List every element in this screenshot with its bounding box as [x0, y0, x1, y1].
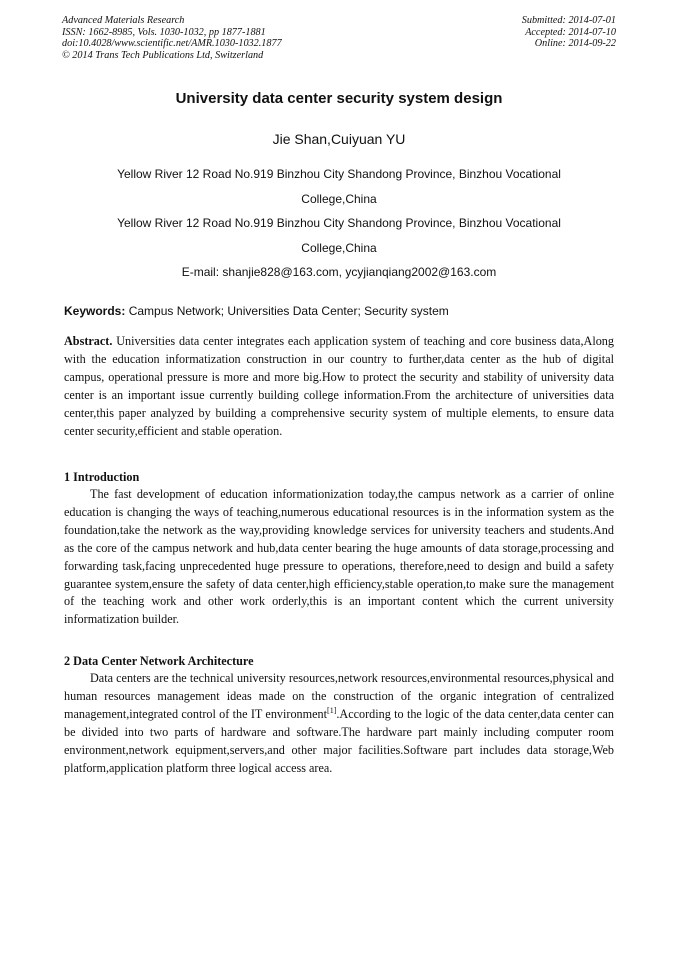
keywords-text: Campus Network; Universities Data Center; Security system	[125, 304, 449, 318]
keywords-label: Keywords:	[64, 304, 126, 318]
email-line: E-mail: shanjie828@163.com, ycyjianqiang2002@163.com	[181, 265, 497, 279]
keywords-line	[64, 304, 614, 318]
submission-dates	[522, 15, 616, 50]
abstract-label: Abstract.	[64, 334, 113, 348]
section-heading-introduction: 1 Introduction	[64, 470, 140, 484]
doi-line: doi:10.4028/www.scientific.net/AMR.1030-1032.1877	[62, 38, 282, 50]
affiliation-1: Yellow River 12 Road No.919 Binzhou City Shandong Province, Binzhou Vocational College,China	[117, 167, 561, 206]
online-date: Online: 2014-09-22	[534, 38, 616, 50]
abstract	[64, 333, 614, 440]
abstract-text: Universities data center integrates each application system of teaching and core business data,Along with the education informatization construction in our country to further,data center as the hub of digital campus, operational pressure is more and more big.How to protect the security and stability of university data center is an important issue currently building college information.From the architecture of universities data center,this paper analyzed by building a comprehensive security system of multiple elements, to ensure data center security,efficient and stable operation.	[64, 334, 614, 438]
architecture-text-1: Data centers are the technical university resources,network resources,environmental resources,physical and human resources management ideas made on the construction of the organic integration of centralized management,integrated control of the IT environment	[64, 671, 614, 721]
section-heading-architecture: 2 Data Center Network Architecture	[64, 654, 254, 668]
affiliation-2: Yellow River 12 Road No.919 Binzhou City Shandong Province, Binzhou Vocational College,China	[117, 216, 561, 255]
architecture-body	[64, 670, 614, 777]
journal-name: Advanced Materials Research	[62, 15, 185, 26]
introduction-body: The fast development of education informationization today,the campus network as a carrier of online education is changing the ways of teaching,numerous educational resources is in the information system as the foundation,take the network as the way,providing knowledge services for university teachers and students.And as the core of the campus network and hub,data center bearing the huge amounts of data storage,processing and forwarding task,facing unprecedented huge pressure to operations, therefore,need to design and build a safety guarantee system,ensure the safety of data center,high efficiency,stable operation,to make sure the management of the teaching work and other work orderly,this is an important content which the current university informatization builder.	[64, 487, 614, 627]
citation-ref: [1]	[327, 705, 337, 715]
architecture-text-2: .According to the logic of the data center,data center can be divided into two parts of hardware and software.The hardware part mainly including computer room environment,network equipment,servers,and other major facilities.Software part includes data storage,Web platform,application platform three logical access area.	[64, 706, 614, 775]
accepted-date: Accepted: 2014-07-10	[525, 26, 616, 38]
copyright-line: © 2014 Trans Tech Publications Ltd, Switzerland	[62, 49, 264, 61]
paper-title: University data center security system design	[175, 90, 503, 107]
issn-line: ISSN: 1662-8985, Vols. 1030-1032, pp 1877-1881	[62, 26, 266, 38]
submitted-date: Submitted: 2014-07-01	[521, 15, 616, 26]
authors: Jie Shan,Cuiyuan YU	[272, 131, 406, 147]
journal-info	[62, 15, 282, 61]
